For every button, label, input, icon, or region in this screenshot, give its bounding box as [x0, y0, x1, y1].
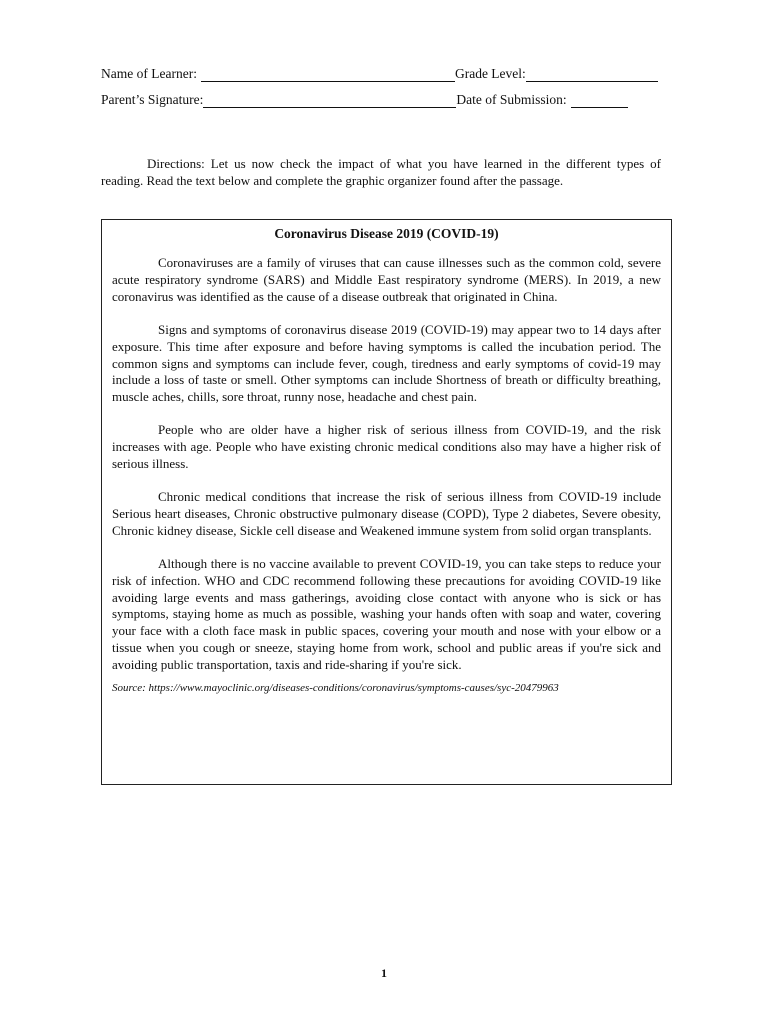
header-row-1: [101, 66, 658, 82]
passage-source: Source: https://www.mayoclinic.org/diseases-conditions/coronavirus/symptoms-causes/syc-20479963: [112, 682, 559, 695]
submission-date-label: Date of Submission:: [456, 92, 567, 107]
directions-text: [101, 155, 661, 189]
submission-date-field[interactable]: [571, 93, 628, 108]
passage-box: [101, 219, 672, 785]
parent-signature-field[interactable]: [203, 93, 456, 108]
grade-level-label: Grade Level:: [454, 66, 526, 81]
passage-title: Coronavirus Disease 2019 (COVID-19): [274, 226, 499, 241]
parent-signature-label: Parent’s Signature:: [101, 92, 204, 107]
passage-paragraph-5: Although there is no vaccine available to prevent COVID-19, you can take steps to reduce your risk of infection. WHO and CDC recommend following these precautions for avoiding COVID-19 like avoiding large events and mass gatherings, avoiding close contact with anyone who is sick or has symptoms, staying home as much as possible, washing your hands often with soap and water, covering your face with a cloth face mask in public spaces, covering your mouth and nose with your elbow or a tissue when you cough or sneeze, staying home from work, school and public areas if you're sick and avoiding public transportation, taxis and ride-sharing if you're sick.: [112, 555, 661, 673]
passage-paragraph-1: Coronaviruses are a family of viruses that can cause illnesses such as the common cold, severe acute respiratory syndrome (SARS) and Middle East respiratory syndrome (MERS). In 2019, a new coronavirus was identified as the cause of a disease outbreak that originated in China.: [112, 255, 661, 304]
passage-paragraph-2: Signs and symptoms of coronavirus disease 2019 (COVID-19) may appear two to 14 days after exposure. This time after exposure and before having symptoms is called the incubation period. The common signs and symptoms can include fever, cough, tiredness and early symptoms of covid-19 may include a loss of taste or smell. Other symptoms can include Shortness of breath or difficulty breathing, muscle aches, chills, sore throat, runny nose, headache and chest pain.: [112, 321, 661, 405]
passage-paragraph-4: Chronic medical conditions that increase the risk of serious illness from COVID-19 include Serious heart diseases, Chronic obstructive pulmonary disease (COPD), Type 2 diabetes, Severe obesity, Chronic kidney disease, Sickle cell disease and Weakened immune system from solid organ transplants.: [112, 488, 661, 538]
learner-name-label: Name of Learner:: [101, 66, 197, 81]
grade-level-field[interactable]: [526, 67, 658, 82]
header-row-2: [101, 92, 628, 108]
learner-name-field[interactable]: [201, 67, 455, 82]
passage-paragraph-3: People who are older have a higher risk of serious illness from COVID-19, and the risk increases with age. People who have existing chronic medical conditions also may have a higher risk of serious illness.: [112, 422, 661, 472]
directions-body: Directions: Let us now check the impact of what you have learned in the different types of reading. Read the text below and complete the graphic organizer found after the passage.: [101, 156, 661, 188]
page-number: 1: [381, 966, 387, 980]
